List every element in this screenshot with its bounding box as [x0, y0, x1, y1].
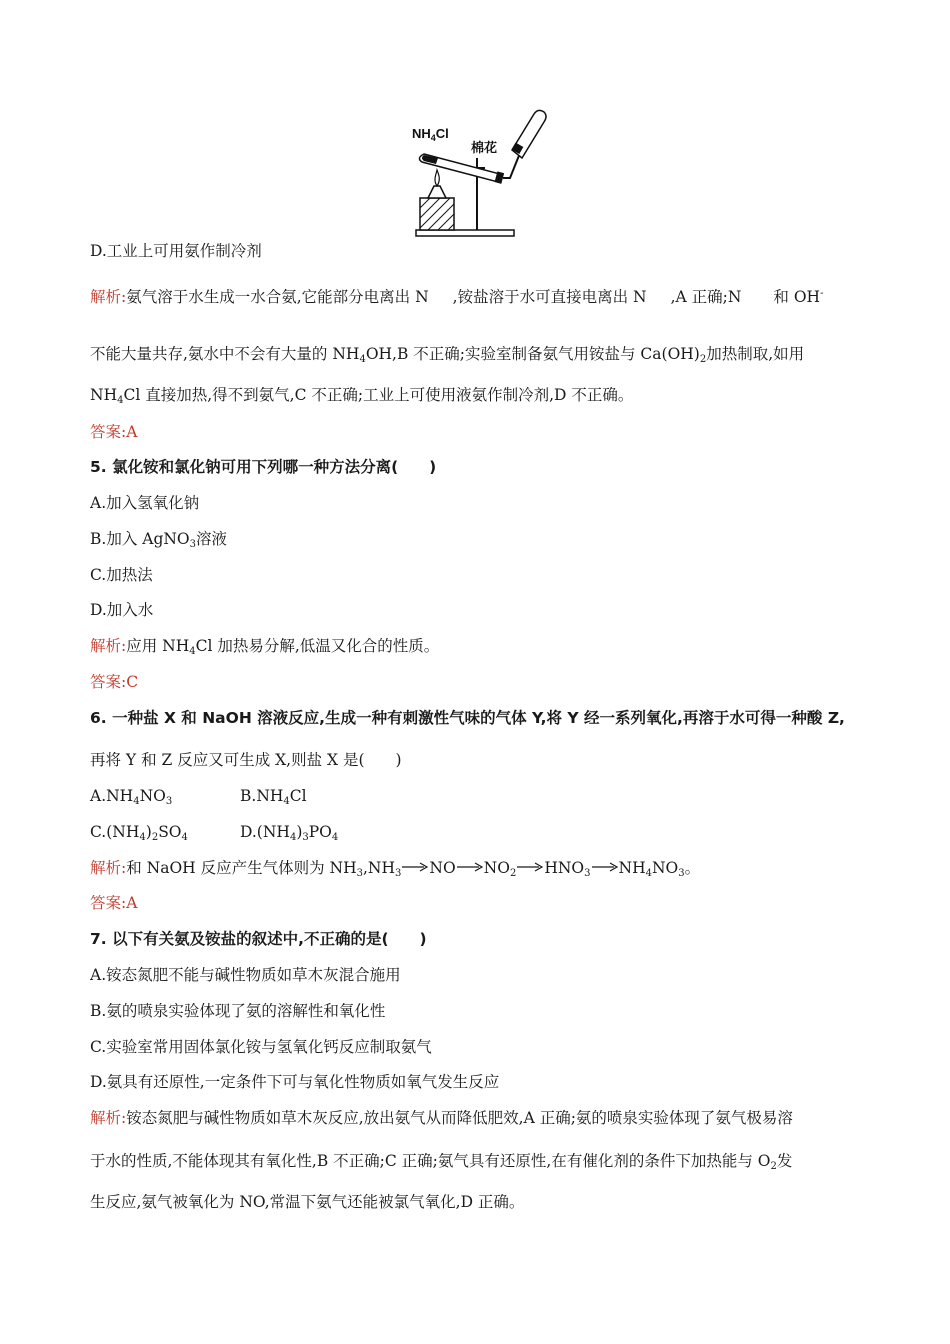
q5-option-a: A.加入氢氧化钠 [90, 494, 200, 512]
reaction-arrow-icon [517, 862, 543, 872]
q5-option-c: C.加热法 [90, 566, 153, 584]
q4-analysis-line-1: 解析:氨气溶于水生成一水合氨,它能部分电离出 N ,铵盐溶于水可直接电离出 N ,A 正确;N 和 OH- [90, 288, 824, 306]
q6-stem-line-1: 6. 一种盐 X 和 NaOH 溶液反应,生成一种有刺激性气味的气体 Y,将 Y 经一系列氧化,再溶于水可得一种酸 Z, [90, 709, 845, 727]
reaction-arrow-icon [457, 862, 483, 872]
q7-option-b: B.氨的喷泉实验体现了氨的溶解性和氧化性 [90, 1002, 386, 1020]
figure-label-nh4cl: $NH_4Cl$ [412, 126, 449, 143]
q4-analysis-line-3: $NH_4Cl$ 直接加热,得不到氨气,C 不正确;工业上可使用液氨作制冷剂,D 不正确。 [90, 386, 634, 406]
figure-label-cotton: 棉花 [471, 141, 498, 156]
q6-options-ab [90, 786, 307, 807]
q7-analysis-line-1: 解析:铵态氮肥与碱性物质如草木灰反应,放出氨气从而降低肥效,A 正确;氨的喷泉实验体现了氨气极易溶 [90, 1109, 793, 1127]
q7-analysis-line-3: 生反应,氨气被氧化为 NO,常温下氨气还能被氯气氧化,D 正确。 [90, 1193, 525, 1211]
q5-analysis: 解析:应用 $NH_4Cl$ 加热易分解,低温又化合的性质。 [90, 637, 440, 657]
reaction-arrow-icon [592, 862, 618, 872]
q5-stem: 5. 氯化铵和氯化钠可用下列哪一种方法分离( ) [90, 458, 437, 476]
q6-option-b: $B.NH_4Cl$ [240, 787, 307, 807]
q6-answer: 答案:A [90, 894, 138, 912]
q4-option-d: D.工业上可用氨作制冷剂 [90, 242, 262, 260]
q4-answer: 答案:A [90, 423, 138, 441]
q7-analysis-line-2: 于水的性质,不能体现其有氧化性,B 不正确;C 正确;氨气具有还原性,在有催化剂的条件下加热能与 $O_2$发 [90, 1152, 793, 1172]
q6-option-a: $A.NH_4NO_3$ [90, 787, 173, 807]
q4-analysis-label: 解析: [90, 288, 127, 306]
apparatus-figure [400, 108, 560, 240]
q5-answer: 答案:C [90, 673, 139, 691]
q7-option-a: A.铵态氮肥不能与碱性物质如草木灰混合施用 [90, 966, 401, 984]
q7-option-d: D.氨具有还原性,一定条件下可与氧化性物质如氧气发生反应 [90, 1073, 500, 1091]
q4-analysis-line-2: 不能大量共存,氨水中不会有大量的 $NH_4OH,B$ 不正确;实验室制备氨气用铵盐与 $Ca(OH)_2$加热制取,如用 [90, 345, 805, 365]
q7-stem: 7. 以下有关氨及铵盐的叙述中,不正确的是( ) [90, 930, 427, 948]
q6-stem-line-2: 再将 Y 和 Z 反应又可生成 X,则盐 X 是( ) [90, 751, 402, 769]
q5-option-d: D.加入水 [90, 601, 154, 619]
q7-option-c: C.实验室常用固体氯化铵与氢氧化钙反应制取氨气 [90, 1038, 432, 1056]
q6-options-cd [90, 822, 339, 843]
q6-option-d: $D.(NH_4)_3PO_4$ [240, 823, 339, 843]
reaction-arrow-icon [402, 862, 428, 872]
q5-option-b: B.加入 AgNO$_3$溶液 [90, 530, 228, 550]
q6-analysis: 解析:和 NaOH 反应产生气体则为 $NH_3,NH_3$ NO $NO_2$ $HNO_3$ $NH_4NO_3$。 [90, 859, 701, 879]
q6-option-c: $C.(NH_4)_2SO_4$ [90, 823, 188, 843]
